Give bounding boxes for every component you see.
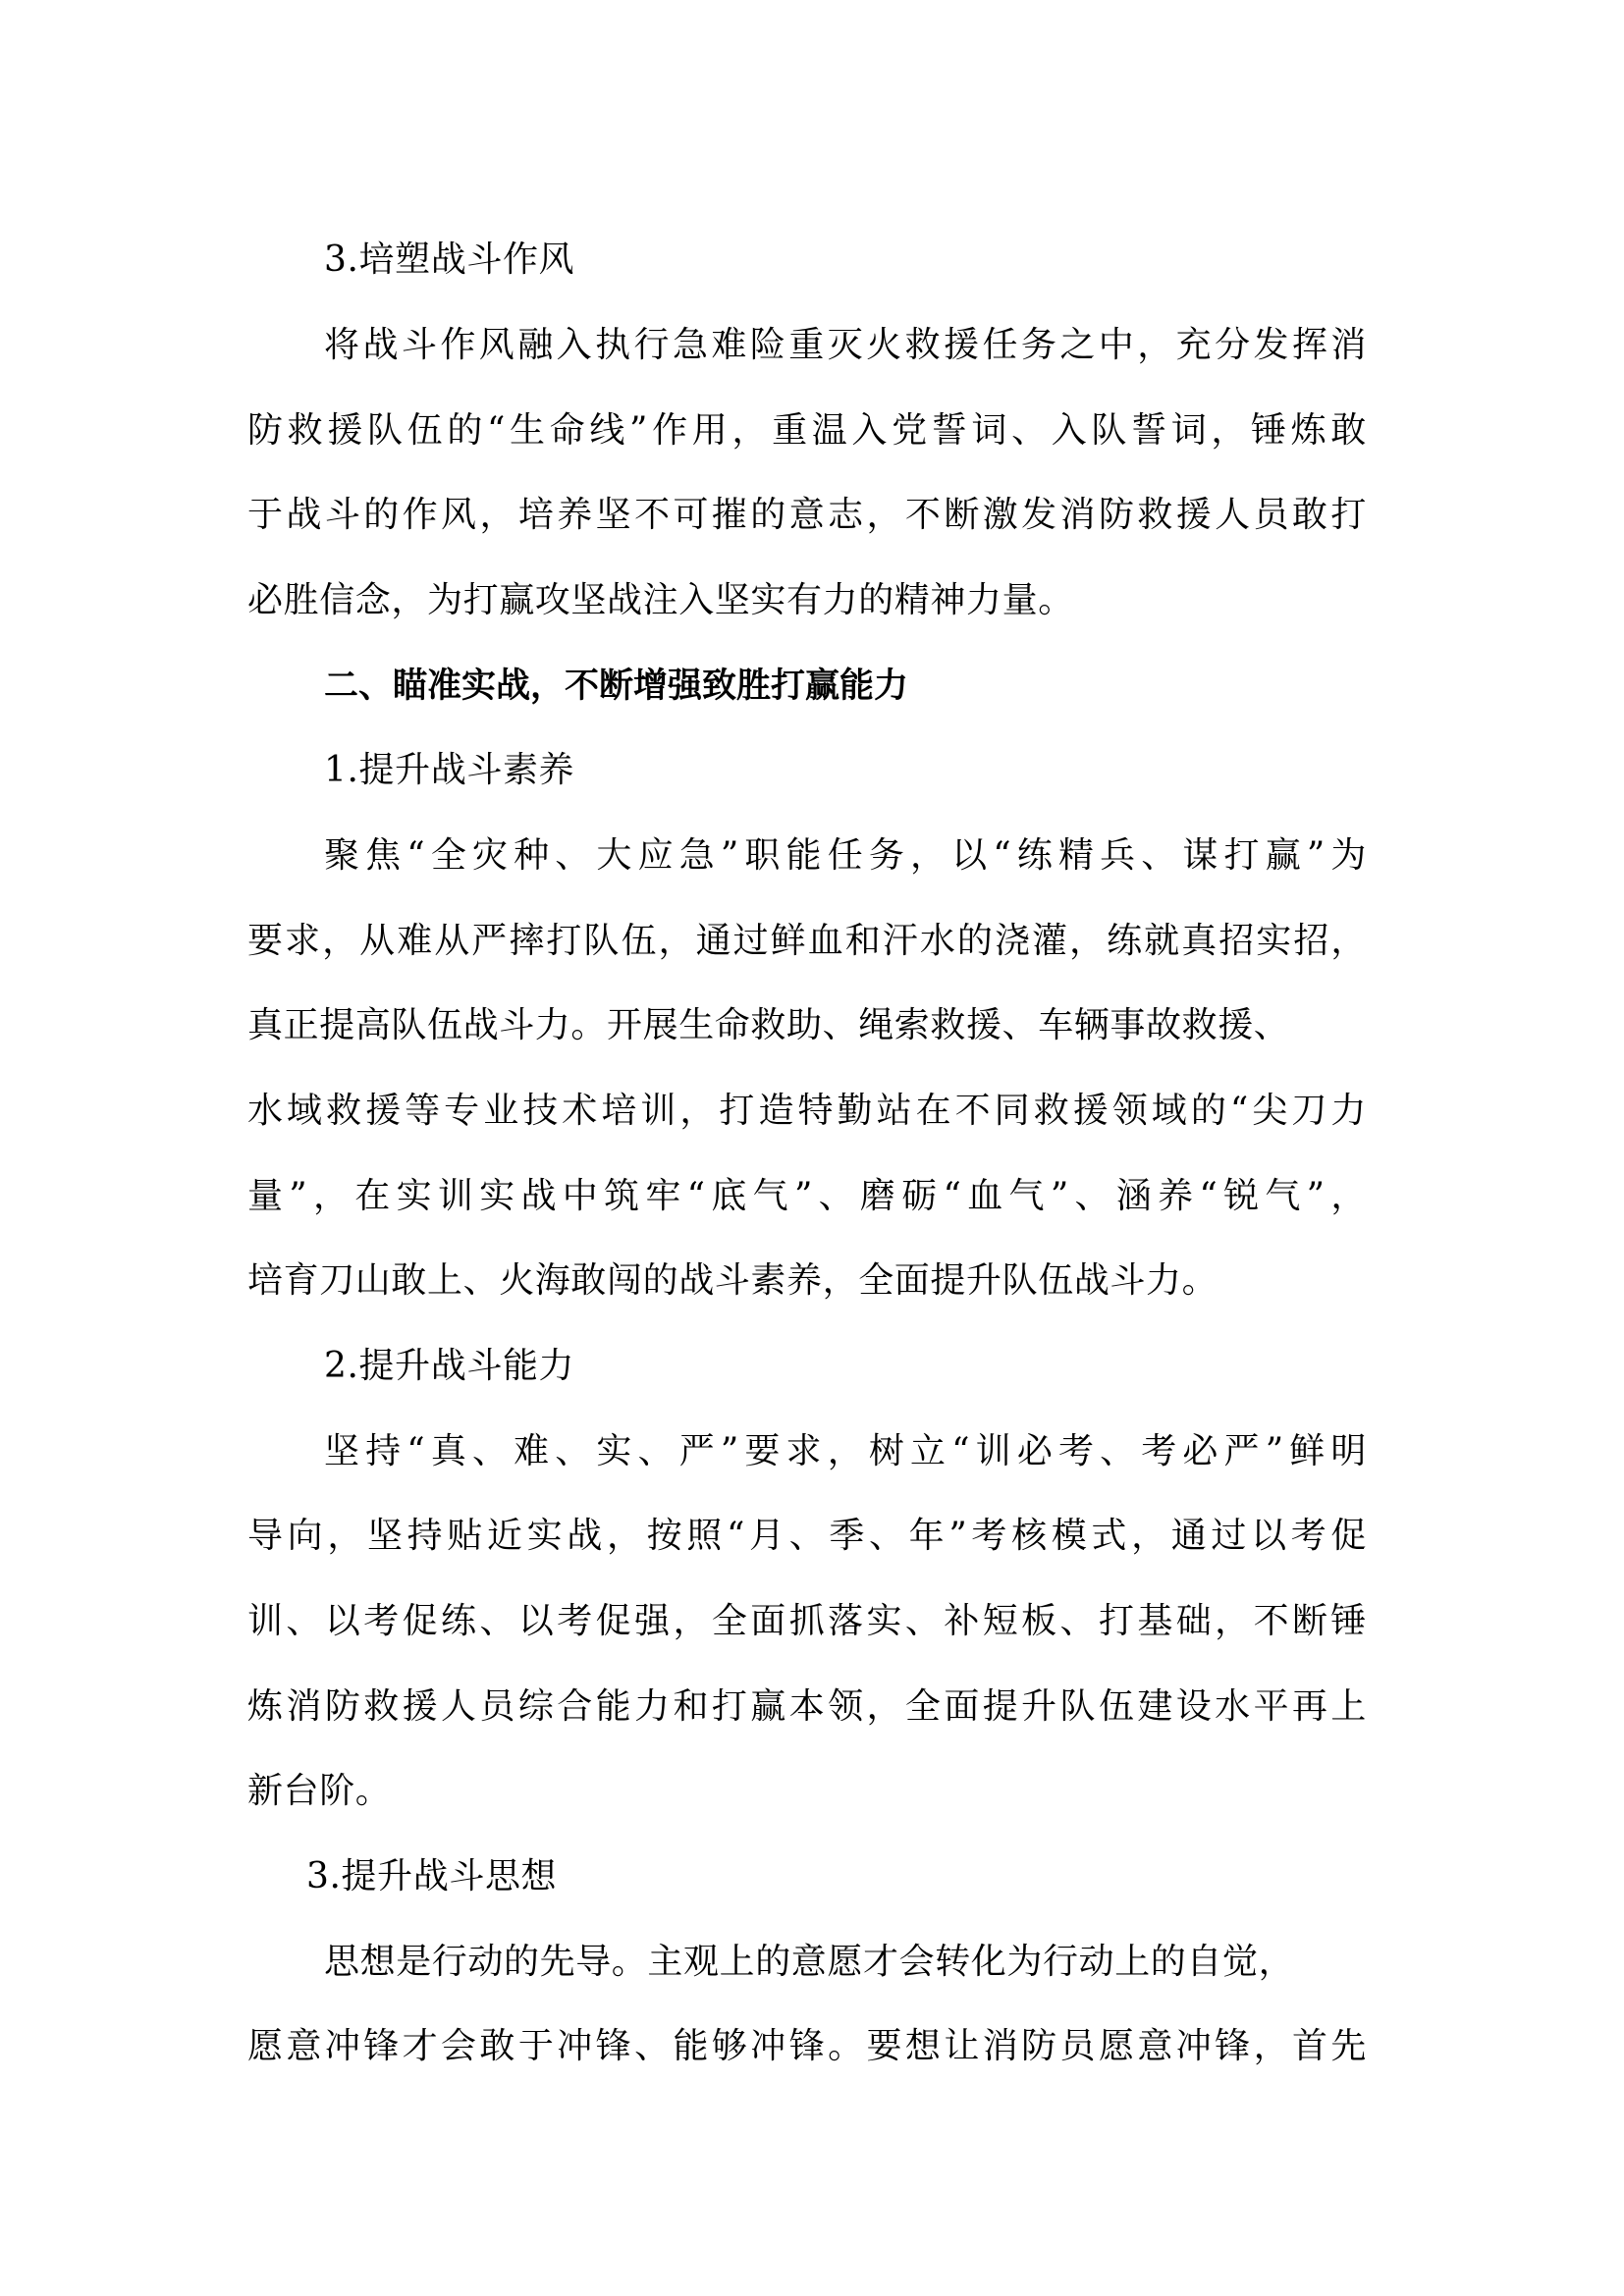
paragraph-line: 炼消防救援人员综合能力和打赢本领，全面提升队伍建设水平再上 — [247, 1686, 1367, 1727]
paragraph-line: 将战斗作风融入执行急难险重灭火救援任务之中，充分发挥消 — [324, 325, 1367, 365]
paragraph-line: 量”，在实训实战中筑牢“底气”、磨砺“血气”、涵养“锐气”， — [247, 1176, 1367, 1216]
paragraph-line: 坚持“真、难、实、严”要求，树立“训必考、考必严”鲜明 — [324, 1431, 1367, 1471]
subheading-cultivate-combat-style: 3.培塑战斗作风 — [324, 240, 575, 280]
paragraph-line: 要求，从难从严摔打队伍，通过鲜血和汗水的浇灌，练就真招实招， — [247, 921, 1367, 961]
paragraph-line: 防救援队伍的“生命线”作用，重温入党誓词、入队誓词，锤炼敢 — [247, 410, 1367, 451]
subheading-improve-combat-quality: 1.提升战斗素养 — [324, 750, 575, 790]
subheading-improve-combat-ability: 2.提升战斗能力 — [324, 1346, 575, 1386]
paragraph-line: 真正提高队伍战斗力。开展生命救助、绳索救援、车辆事故救援、 — [247, 1005, 1290, 1045]
paragraph-line: 训、以考促练、以考促强，全面抓落实、补短板、打基础，不断锤 — [247, 1601, 1367, 1641]
paragraph-line: 聚焦“全灾种、大应急”职能任务，以“练精兵、谋打赢”为 — [324, 835, 1367, 876]
paragraph-line: 培育刀山敢上、火海敢闯的战斗素养，全面提升队伍战斗力。 — [247, 1260, 1218, 1301]
paragraph-line: 于战斗的作风，培养坚不可摧的意志，不断激发消防救援人员敢打 — [247, 495, 1367, 535]
paragraph-line: 导向，坚持贴近实战，按照“月、季、年”考核模式，通过以考促 — [247, 1516, 1367, 1556]
paragraph-line: 水域救援等专业技术培训，打造特勤站在不同救援领域的“尖刀力 — [247, 1091, 1367, 1131]
paragraph-line: 愿意冲锋才会敢于冲锋、能够冲锋。要想让消防员愿意冲锋，首先 — [247, 2026, 1367, 2066]
paragraph-line: 新台阶。 — [247, 1771, 392, 1811]
paragraph-line: 思想是行动的先导。主观上的意愿才会转化为行动上的自觉， — [324, 1942, 1295, 1982]
section-heading-two: 二、瞄准实战，不断增强致胜打赢能力 — [324, 667, 909, 706]
paragraph-line: 必胜信念，为打赢攻坚战注入坚实有力的精神力量。 — [247, 580, 1074, 620]
subheading-improve-combat-thinking: 3.提升战斗思想 — [306, 1856, 558, 1896]
